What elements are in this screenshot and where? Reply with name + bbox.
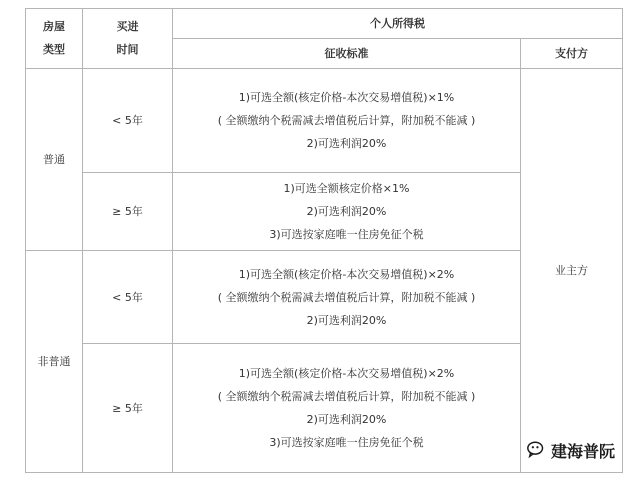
house-type-cell: 普通 <box>26 69 83 251</box>
standard-line: ( 全额缴纳个税需减去增值税后计算，附加税不能减 ) <box>217 114 476 127</box>
standard-line: 2)可选利润20% <box>306 413 387 426</box>
personal-income-tax-table <box>25 8 623 473</box>
standard-line: 1)可选全额(核定价格-本次交易增值税)×2% <box>238 367 455 380</box>
header-payer: 支付方 <box>521 39 623 69</box>
standard-line: 1)可选全额(核定价格-本次交易增值税)×1% <box>238 91 455 104</box>
standard-line: 1)可选全额(核定价格-本次交易增值税)×2% <box>238 267 455 281</box>
standard-line: 2)可选利润20% <box>306 137 387 150</box>
standard-line: 2)可选利润20% <box>306 313 387 327</box>
purchase-time-cell: ≥ 5年 <box>83 173 173 251</box>
header-tax-title: 个人所得税 <box>173 9 623 39</box>
tax-table-container <box>25 8 622 472</box>
header-house-type-label: 房屋类型 <box>43 20 65 56</box>
standard-cell <box>173 69 521 173</box>
watermark-text: 建海普阮 <box>551 441 616 461</box>
standard-line: 3)可选按家庭唯一住房免征个税 <box>269 228 424 241</box>
purchase-time-cell: < 5年 <box>83 251 173 344</box>
standard-cell <box>173 344 521 473</box>
standard-line: ( 全额缴纳个税需减去增值税后计算，附加税不能减 ) <box>217 290 476 304</box>
header-purchase-time <box>83 9 173 69</box>
watermark <box>526 438 615 462</box>
wechat-icon <box>526 439 548 461</box>
standard-line: ( 全额缴纳个税需减去增值税后计算，附加税不能减 ) <box>217 390 476 403</box>
standard-line: 1)可选全额核定价格×1% <box>283 182 410 195</box>
header-standard: 征收标准 <box>173 39 521 69</box>
table-row <box>26 69 623 173</box>
payer-cell: 业主方 <box>521 69 623 473</box>
purchase-time-cell: < 5年 <box>83 69 173 173</box>
header-purchase-time-label: 买进时间 <box>116 20 139 56</box>
purchase-time-cell: ≥ 5年 <box>83 344 173 473</box>
standard-cell <box>173 251 521 344</box>
house-type-cell: 非普通 <box>26 251 83 473</box>
standard-line: 2)可选利润20% <box>306 205 387 218</box>
header-house-type <box>26 9 83 69</box>
standard-cell <box>173 173 521 251</box>
standard-line: 3)可选按家庭唯一住房免征个税 <box>269 436 424 449</box>
